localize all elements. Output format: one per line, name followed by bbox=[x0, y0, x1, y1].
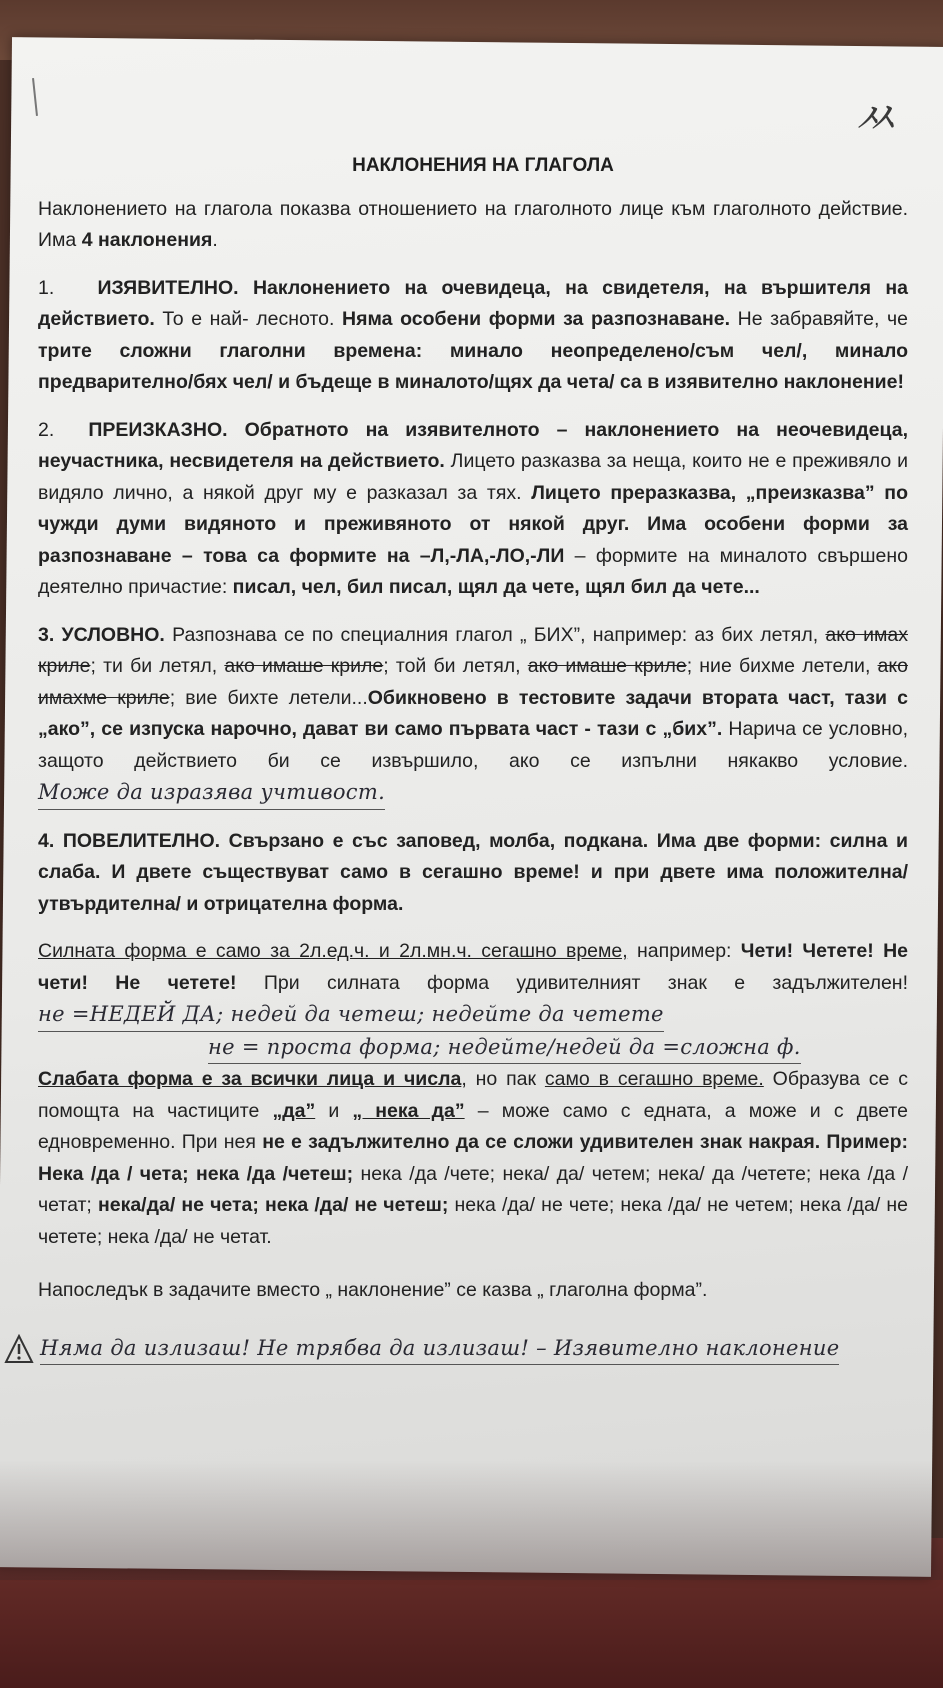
handwritten-note-negative-2: не = проста форма; недейте/недей да =сложна ф. bbox=[208, 1032, 801, 1065]
paper-fold-shadow bbox=[0, 1460, 943, 1580]
handwritten-note-politeness: Може да изразява учтивост. bbox=[38, 777, 385, 810]
section-indicative: 1. ИЗЯВИТЕЛНО. Наклонението на очевидеца, на свидетеля, на вършителя на действието. То е най- лесното. Няма особени форми за разпознаване. Не забравяйте, че трите сложни глаголни времена: минало неопределено/съм чел/, минало предварително/бях чел/ и бъдеще в миналото/щях да чета/ са в изявително наклонение! bbox=[38, 276, 908, 393]
section-renarrative: 2. ПРЕИЗКАЗНО. Обратното на изявителното – наклонението на неочевидеца, неучастника, несвидетеля на действието. Лицето разказва за неща, които не е преживяло и видяло лично, а някой друг му е разказал за тях. Лицето преразказва, „преизказва” по чужди думи видяното и преживяното от някой друг. Има особени форми за разпознаване – това са формите на –Л,-ЛА,-ЛО,-ЛИ – формите на миналото свършено деятелно причастие: писал, чел, бил писал, щял да чете, щял бил да чете... bbox=[38, 418, 909, 598]
handwritten-note-negative-1: не =НЕДЕЙ ДА; недей да четеш; недейте да четете bbox=[38, 999, 664, 1032]
struck-text: ако имаше криле bbox=[224, 655, 384, 677]
strong-form-paragraph: Силната форма е само за 2л.ед.ч. и 2л.мн.ч. сегашно време, например: Чети! Четете! Не чети! Не четете! При силната форма удивителният знак е задължителен! не =НЕДЕЙ ДА; недей да четеш; недейте да четете bbox=[38, 936, 908, 1032]
struck-text: ако имахме криле bbox=[38, 655, 908, 709]
handwritten-note-row bbox=[38, 1032, 908, 1065]
warning-icon bbox=[4, 1334, 34, 1364]
section-imperative: 4. ПОВЕЛИТЕЛНО. Свързано е със заповед, молба, подкана. Има две форми: силна и слаба. И двете съществуват само в сегашно време! и при двете има положителна/утвърдителна/ и отрицателна форма. bbox=[38, 829, 908, 915]
handwritten-footer-note: Няма да излизаш! Не трябва да излизаш! – Изявително наклонение bbox=[38, 1333, 908, 1366]
struck-text: ако имах криле bbox=[38, 623, 908, 677]
page-title: НАКЛОНЕНИЯ НА ГЛАГОЛА bbox=[352, 155, 614, 176]
document-body bbox=[38, 150, 908, 1365]
weak-form-paragraph: Слабата форма е за всички лица и числа, но пак само в сегашно време. Образува се с помощта на частиците „да” и „ нека да” – може само с едната, а може и с двете едновременно. При нея не е задължително да се сложи удивителен знак накрая. Пример: Нека /да / чета; нека /да /четеш; нека /да /чете; нека/ да/ четем; нека/ да /четете; нека /да /четат; нека/да/ не чета; нека /да/ не четеш; нека /да/ не чете; нека /да/ не четем; нека /да/ не четете; нека /да/ не четат. bbox=[38, 1068, 908, 1248]
section-conditional: 3. УСЛОВНО. Разпознава се по специалния глагол „ БИХ”, например: аз бих летял, ако имах криле; ти би летял, ако имаше криле; той би летял, ако имаше криле; ние бихме летели, ако имахме криле; вие бихте летели...Обикновено в тестовите задачи втората част, тази с „ако”, се изпуска нарочно, дават ви само първата част - тази с „бих”. Нарича се условно, защото действието би се извършило, ако се изпълни някакво условие.Може да изразява учтивост. bbox=[38, 620, 908, 810]
closing-paragraph: Напоследък в задачите вместо „ наклонение” се казва „ глаголна форма”. bbox=[38, 1279, 708, 1301]
corner-mark-right: ㅆ bbox=[852, 91, 893, 145]
intro-paragraph: Наклонението на глагола показва отношението на глаголното лице към глаголното действие. Има 4 наклонения. bbox=[38, 197, 908, 251]
struck-text: ако имаше криле bbox=[527, 655, 687, 677]
